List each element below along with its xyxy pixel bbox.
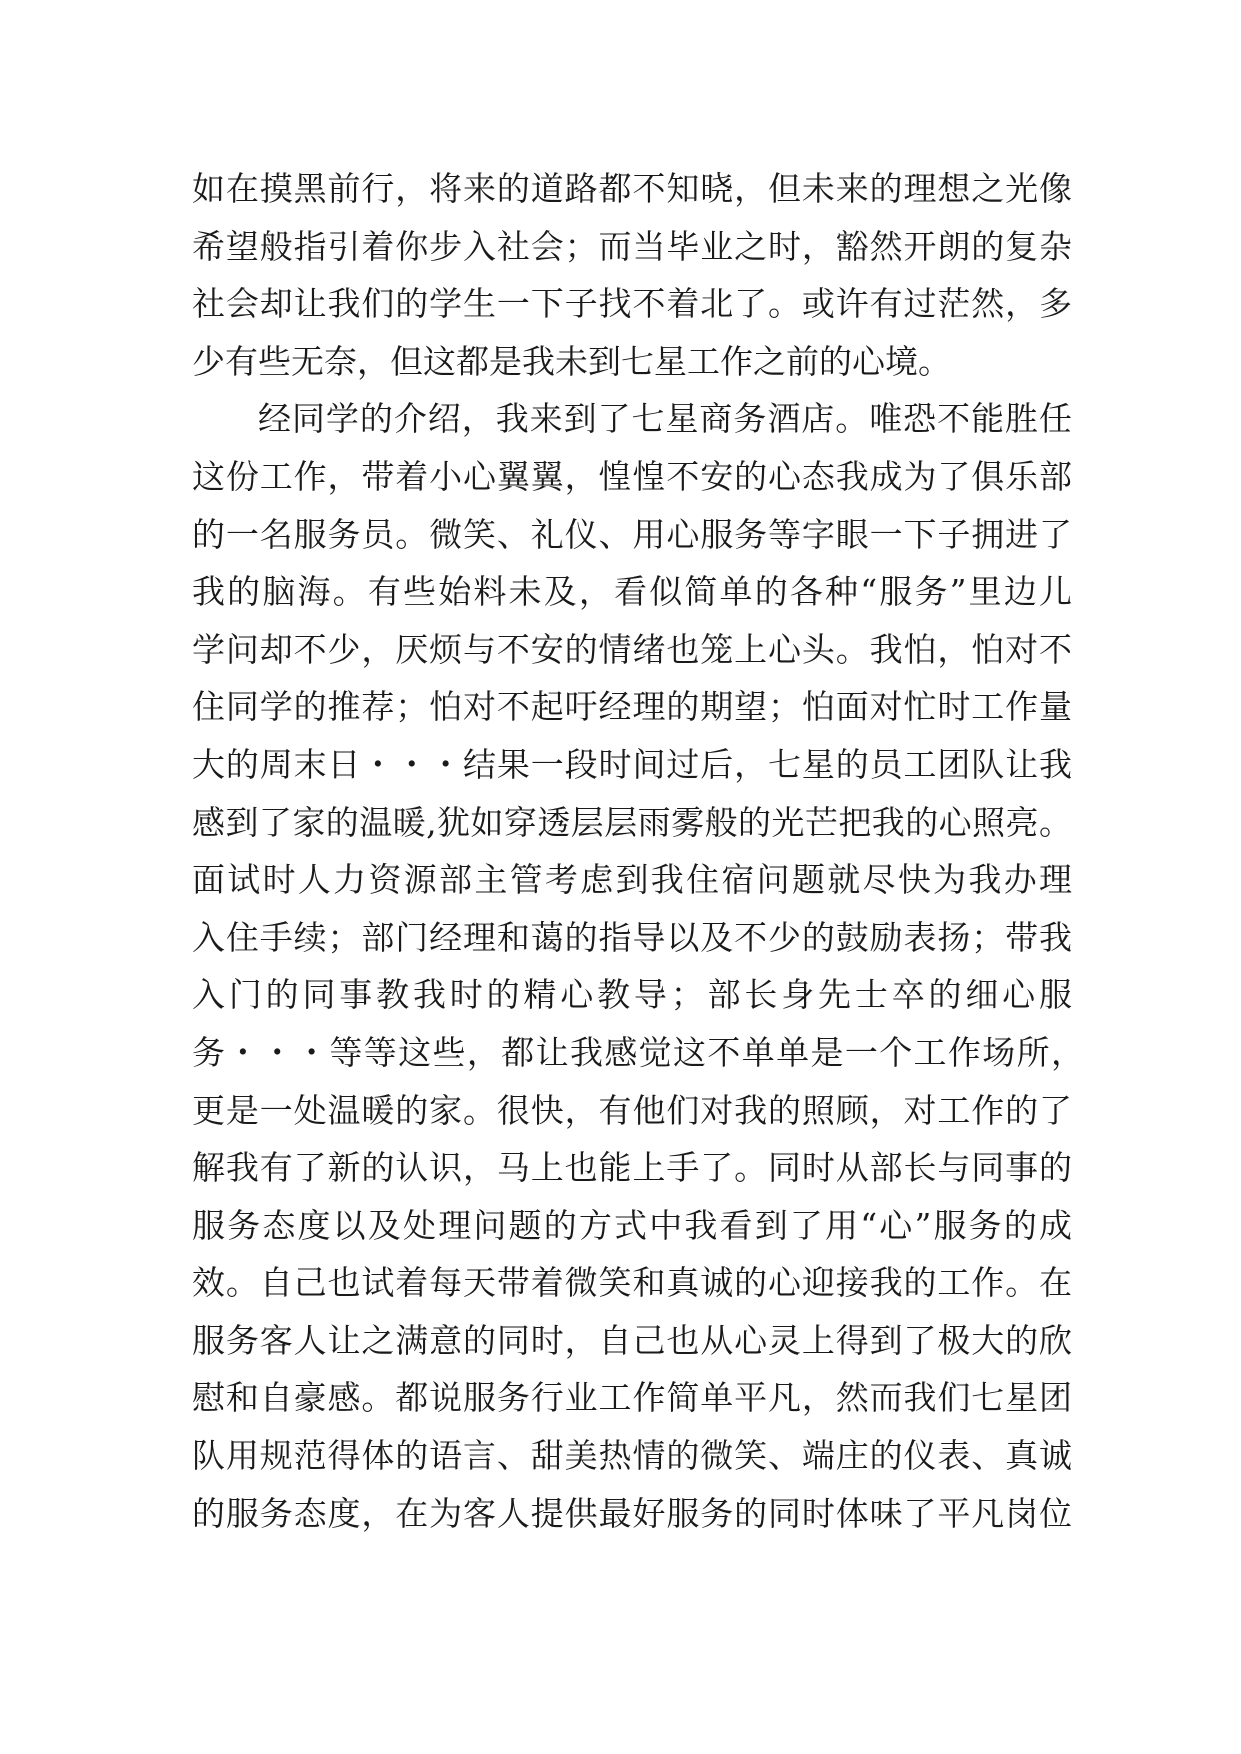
text-line: 服务态度以及处理问题的方式中我看到了用“心”服务的成 xyxy=(192,1205,1072,1245)
body-text xyxy=(192,160,1084,1542)
text-line: 我的脑海。有些始料未及，看似简单的各种“服务”里边儿 xyxy=(192,572,1072,612)
text-line: 的一名服务员。微笑、礼仪、用心服务等字眼一下子拥进了 xyxy=(192,514,1072,554)
paragraph-end-line: 少有些无奈，但这都是我未到七星工作之前的心境。 xyxy=(192,341,951,381)
text-line: 面试时人力资源部主管考虑到我住宿问题就尽快为我办理 xyxy=(192,860,1072,900)
text-line: 队用规范得体的语言、甜美热情的微笑、端庄的仪表、真诚 xyxy=(192,1436,1072,1476)
text-line: 的服务态度，在为客人提供最好服务的同时体味了平凡岗位 xyxy=(192,1493,1072,1533)
text-line: 学问却不少，厌烦与不安的情绪也笼上心头。我怕，怕对不 xyxy=(192,629,1072,669)
text-line: 如在摸黑前行，将来的道路都不知晓，但未来的理想之光像 xyxy=(192,169,1072,208)
text-line: 大的周末日・・・结果一段时间过后，七星的员工团队让我 xyxy=(192,744,1072,784)
text-line: 服务客人让之满意的同时，自己也从心灵上得到了极大的欣 xyxy=(192,1320,1072,1360)
text-line: 更是一处温暖的家。很快，有他们对我的照顾，对工作的了 xyxy=(192,1090,1072,1130)
text-line: 这份工作，带着小心翼翼，惶惶不安的心态我成为了俱乐部 xyxy=(192,456,1072,496)
text-line: 务・・・等等这些，都让我感觉这不单单是一个工作场所， xyxy=(192,1032,1084,1072)
text-line: 住同学的推荐；怕对不起吁经理的期望；怕面对忙时工作量 xyxy=(192,687,1072,727)
paragraph-first-line: 经同学的介绍，我来到了七星商务酒店。唯恐不能胜任 xyxy=(258,399,1072,439)
text-line: 感到了家的温暖,犹如穿透层层雨雾般的光芒把我的心照亮。 xyxy=(192,802,1072,842)
text-line: 入住手续；部门经理和蔼的指导以及不少的鼓励表扬；带我 xyxy=(192,917,1072,957)
text-line: 社会却让我们的学生一下子找不着北了。或许有过茫然，多 xyxy=(192,284,1072,324)
text-line: 入门的同事教我时的精心教导；部长身先士卒的细心服 xyxy=(192,975,1072,1015)
text-line: 慰和自豪感。都说服务行业工作简单平凡，然而我们七星团 xyxy=(192,1378,1072,1418)
text-line: 解我有了新的认识，马上也能上手了。同时从部长与同事的 xyxy=(192,1148,1072,1188)
text-line: 希望般指引着你步入社会；而当毕业之时，豁然开朗的复杂 xyxy=(192,226,1072,266)
text-line: 效。自己也试着每天带着微笑和真诚的心迎接我的工作。在 xyxy=(192,1263,1072,1303)
